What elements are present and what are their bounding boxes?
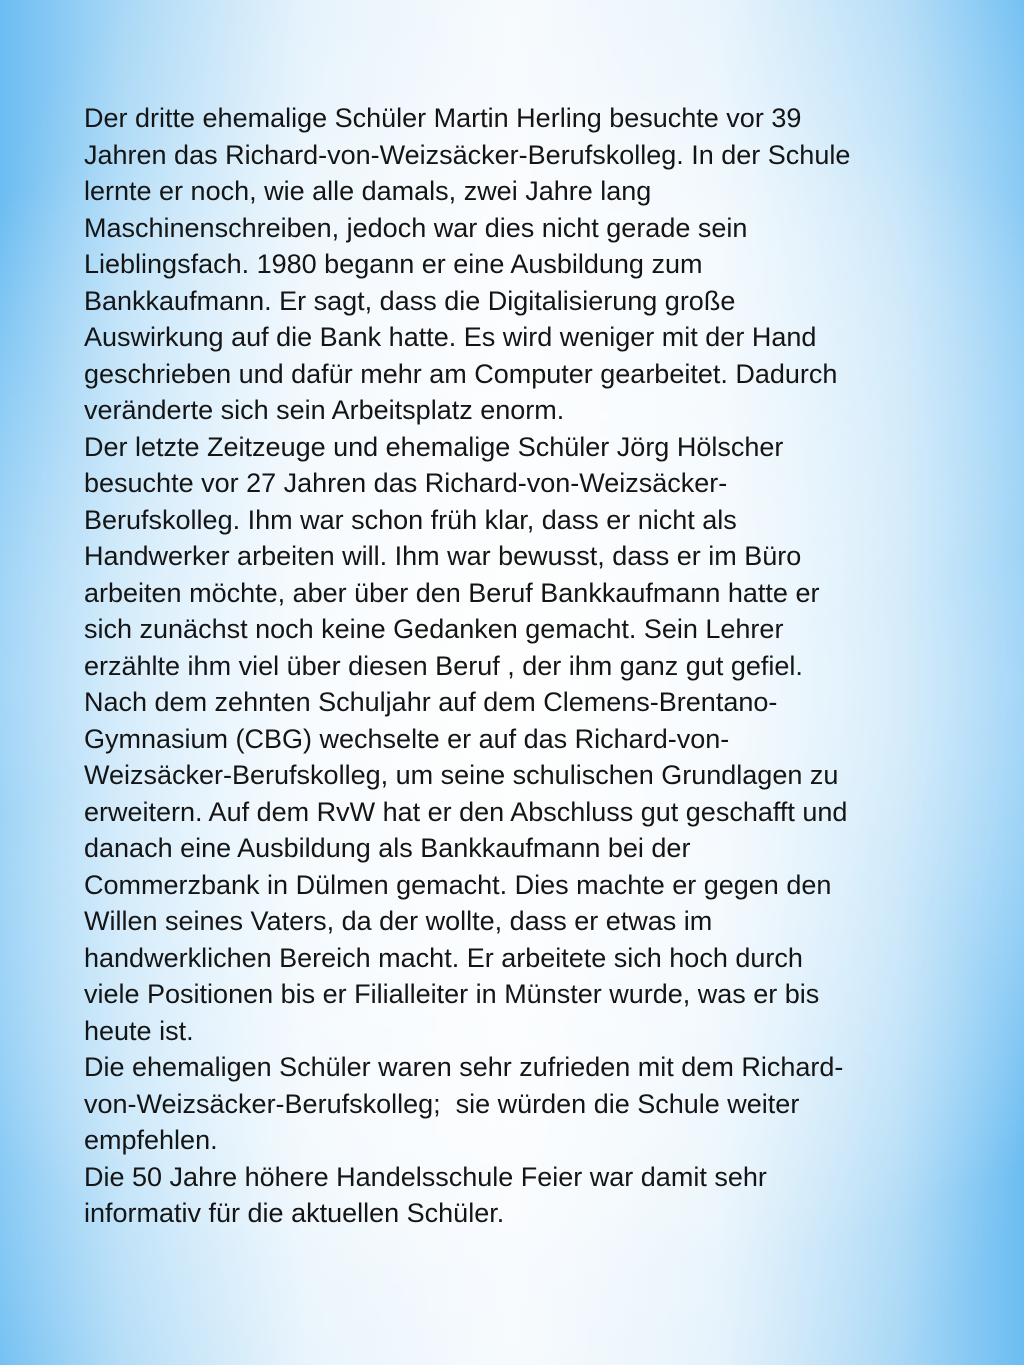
text-line: Jahren das Richard-von-Weizsäcker-Berufskolleg. In der Schule: [84, 139, 851, 170]
text-line: Weizsäcker-Berufskolleg, um seine schulischen Grundlagen zu: [84, 760, 839, 790]
body-text: [84, 100, 964, 1232]
text-line: informativ für die aktuellen Schüler.: [84, 1198, 505, 1228]
text-line: empfehlen.: [84, 1125, 218, 1155]
text-line: lernte er noch, wie alle damals, zwei Jahre lang: [84, 176, 652, 206]
text-line: arbeiten möchte, aber über den Beruf Bankkaufmann hatte er: [84, 577, 820, 608]
text-line: erweitern. Auf dem RvW hat er den Abschluss gut geschafft und: [84, 796, 848, 827]
text-line: Commerzbank in Dülmen gemacht. Dies machte er gegen den: [84, 869, 832, 900]
text-line: von-Weizsäcker-Berufskolleg; sie würden die Schule weiter: [84, 1088, 800, 1119]
text-line: Willen seines Vaters, da der wollte, dass er etwas im: [84, 906, 713, 936]
text-line: Handwerker arbeiten will. Ihm war bewusst, dass er im Büro: [84, 541, 802, 571]
text-line: Die ehemaligen Schüler waren sehr zufrieden mit dem Richard-: [84, 1052, 844, 1082]
text-line: heute ist.: [84, 1015, 194, 1046]
text-line: Lieblingsfach. 1980 begann er eine Ausbildung zum: [84, 249, 703, 279]
text-line: geschrieben und dafür mehr am Computer gearbeitet. Dadurch: [84, 358, 838, 389]
text-line: erzählte ihm viel über diesen Beruf , der ihm ganz gut gefiel.: [84, 650, 803, 681]
text-line: handwerklichen Bereich macht. Er arbeitete sich hoch durch: [84, 942, 803, 973]
text-line: sich zunächst noch keine Gedanken gemacht. Sein Lehrer: [84, 614, 784, 644]
text-line: viele Positionen bis er Filialleiter in Münster wurde, was er bis: [84, 979, 820, 1009]
text-line: Der letzte Zeitzeuge und ehemalige Schüler Jörg Hölscher: [84, 431, 784, 462]
text-line: Nach dem zehnten Schuljahr auf dem Clemens-Brentano-: [84, 687, 778, 717]
text-line: Bankkaufmann. Er sagt, dass die Digitalisierung große: [84, 285, 736, 316]
text-line: Auswirkung auf die Bank hatte. Es wird weniger mit der Hand: [84, 322, 817, 352]
text-line: veränderte sich sein Arbeitsplatz enorm.: [84, 395, 565, 425]
text-line: danach eine Ausbildung als Bankkaufmann bei der: [84, 833, 691, 863]
text-line: besuchte vor 27 Jahren das Richard-von-Weizsäcker-: [84, 468, 728, 498]
text-line: Die 50 Jahre höhere Handelsschule Feier war damit sehr: [84, 1161, 767, 1192]
text-line: Gymnasium (CBG) wechselte er auf das Richard-von-: [84, 723, 730, 754]
text-line: Der dritte ehemalige Schüler Martin Herling besuchte vor 39: [84, 103, 802, 133]
text-line: Maschinenschreiben, jedoch war dies nicht gerade sein: [84, 212, 748, 243]
text-line: Berufskolleg. Ihm war schon früh klar, dass er nicht als: [84, 504, 737, 535]
